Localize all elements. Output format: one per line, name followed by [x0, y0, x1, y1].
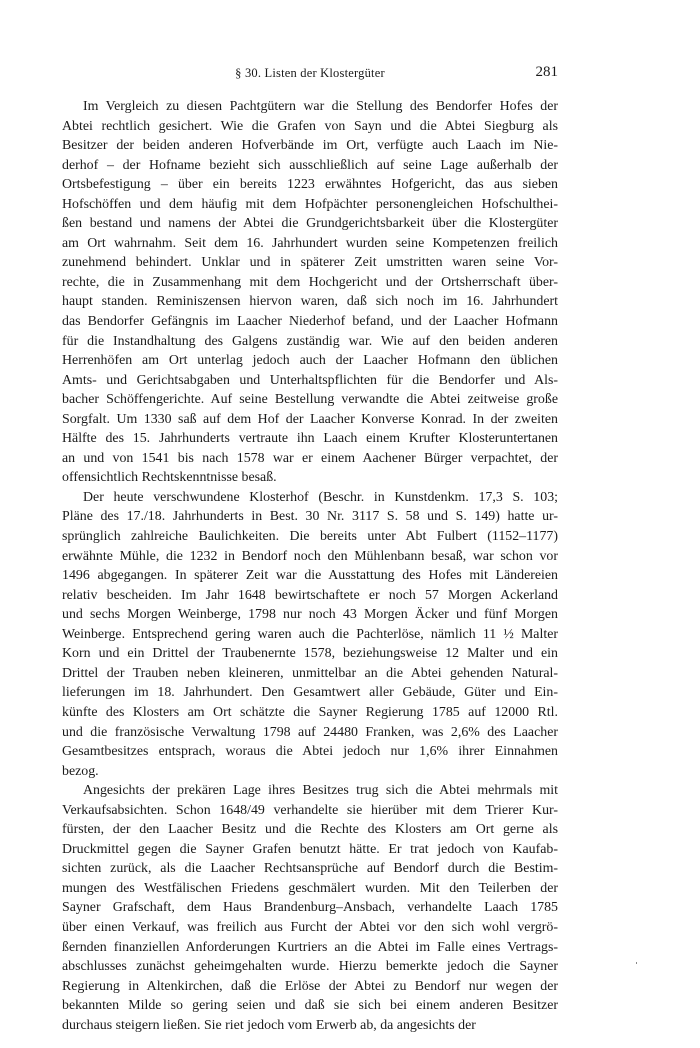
- page-number: 281: [535, 64, 558, 80]
- text-line: Sorgfalt. Um 1330 saß auf dem Hof der Laacher Konverse Konrad. In der zweiten: [62, 411, 558, 427]
- text-line: Sayner Grafschaft, dem Haus Brandenburg–Ansbach, verhandelte Laach 1785: [62, 900, 558, 916]
- text-line: mungen des Westfälischen Friedens geschmälert wurden. Mit den Teilerben der: [62, 880, 558, 896]
- text-line: künfte des Klosters am Ort schätzte die Sayner Regierung 1785 auf 12000 Rtl.: [62, 704, 558, 720]
- text-line: Verkaufsabsichten. Schon 1648/49 verhandelte sie hierüber mit dem Trierer Kur-: [62, 802, 558, 818]
- text-line: sichten zurück, als die Laacher Rechtsansprüche auf Bendorf durch die Bestim-: [62, 861, 558, 877]
- text-line: relativ bescheiden. Im Jahr 1648 bewirtschaftete er noch 57 Morgen Ackerland: [62, 587, 558, 603]
- text-line: ßen bestand und namens der Abtei die Grundgerichtsbarkeit über die Klostergüter: [62, 216, 558, 232]
- text-line: Der heute verschwundene Klosterhof (Beschr. in Kunstdenkm. 17,3 S. 103;: [83, 489, 558, 505]
- text-line: fürsten, der den Laacher Besitz und die Rechte des Klosters am Ort gerne als: [62, 822, 558, 838]
- text-line: Abtei rechtlich gesichert. Wie die Grafen von Sayn und die Abtei Siegburg als: [62, 118, 558, 134]
- text-line: derhof – der Hofname bezieht sich ausschließlich auf seine Lage außerhalb der: [62, 157, 558, 173]
- text-line: Besitzer der beiden anderen Hofverbände im Ort, verfügte auch Laach im Nie-: [62, 138, 558, 154]
- scan-margin-mark: [636, 962, 637, 964]
- paragraph: [62, 97, 558, 488]
- text-line: Ortsbefestigung – über ein bereits 1223 erwähntes Hofgericht, das aus sieben: [62, 177, 558, 193]
- text-line: Amts- und Gerichtsabgaben und Unterhaltspflichten für die Bendorfer und Als-: [62, 372, 558, 388]
- text-line: bezog.: [62, 763, 99, 779]
- text-line: bekannten Milde so gering seien und daß sie sich bei einem anderen Besitzer: [62, 998, 558, 1014]
- text-line: Regierung in Altenkirchen, daß die Erlöse der Abtei zu Bendorf nur wegen der: [62, 978, 558, 994]
- body-text: [62, 97, 558, 1035]
- section-heading: § 30. Listen der Klostergüter: [235, 66, 385, 80]
- text-line: lieferungen im 18. Jahrhundert. Den Gesamtwert aller Gebäude, Güter und Ein-: [62, 685, 558, 701]
- text-line: das Bendorfer Gefängnis im Laacher Niederhof befand, und der Laacher Hofmann: [62, 314, 558, 330]
- text-line: Weinberge. Entsprechend gering waren auch die Pachterlöse, nämlich 11 ½ Malter: [62, 626, 558, 642]
- text-line: bacher Schöffengerichte. Auf seine Bestellung verwandte die Abtei zeitweise große: [62, 392, 558, 408]
- text-line: für die Instandhaltung des Galgens zuständig war. Wie auf den beiden anderen: [62, 333, 558, 349]
- paragraph: [62, 488, 558, 781]
- text-line: und die französische Verwaltung 1798 auf 24480 Franken, was 2,6% des Laacher: [62, 724, 558, 740]
- text-line: 1496 abgegangen. In späterer Zeit war die Ausstattung des Hofes mit Ländereien: [62, 568, 558, 584]
- paragraph: [62, 781, 558, 1035]
- text-line: Drittel der Trauben neben kleineren, unmittelbar an die Abtei gehenden Natural-: [62, 665, 558, 681]
- running-head: [62, 64, 558, 84]
- text-line: abschlusses zunächst geheimgehalten wurde. Hierzu bemerkte jedoch die Sayner: [62, 959, 558, 975]
- text-line: Angesichts der prekären Lage ihres Besitzes trug sich die Abtei mehrmals mit: [83, 783, 558, 799]
- text-line: Gesamtbesitzes entsprach, woraus die Abtei jedoch nur 1,6% ihrer Einnahmen: [62, 744, 558, 760]
- text-line: über einen Verkauf, was freilich aus Furcht der Abtei vor den sich wohl vergrö-: [62, 919, 558, 935]
- text-line: zunehmend behindert. Unklar und in späterer Zeit umstritten waren seine Vor-: [62, 255, 558, 271]
- text-line: Im Vergleich zu diesen Pachtgütern war die Stellung des Bendorfer Hofes der: [83, 99, 558, 114]
- text-line: Hälfte des 15. Jahrhunderts vertraute ihn Laach einem Krufter Klosteruntertanen: [62, 431, 558, 447]
- text-line: Herrenhöfen am Ort unterlag jedoch auch der Laacher Hofmann den üblichen: [62, 353, 558, 369]
- text-line: offensichtlich Rechtskenntnisse besaß.: [62, 470, 277, 486]
- text-line: Hofschöffen und dem häufig mit dem Hofpächter personengleichen Hofschulthei-: [62, 196, 558, 212]
- text-line: Korn und ein Drittel der Traubenernte 1578, beziehungsweise 12 Malter und ein: [62, 646, 558, 662]
- text-line: am Ort wahrnahm. Seit dem 16. Jahrhundert wurden seine Kompetenzen freilich: [62, 235, 558, 251]
- text-line: durchaus steigern ließen. Sie riet jedoch vom Erwerb ab, da angesichts der: [62, 1017, 476, 1033]
- text-line: an und von 1541 bis nach 1578 war er einem Aachener Bürger verpachtet, der: [62, 450, 558, 466]
- text-line: haupt standen. Reminiszensen hiervon waren, daß sich noch im 16. Jahrhundert: [62, 294, 558, 310]
- text-line: ßernden finanziellen Anforderungen Kurtriers an die Abtei im Falle eines Vertrags-: [62, 939, 558, 955]
- text-line: Druckmittel gegen die Sayner Grafen benutzt hätte. Er trat jedoch von Kaufab-: [62, 841, 558, 857]
- text-line: und sechs Morgen Weinberge, 1798 nur noch 43 Morgen Äcker und fünf Morgen: [62, 607, 558, 623]
- text-line: erwähnte Mühle, die 1232 in Bendorf noch den Mühlenbann besaß, war schon vor: [62, 548, 558, 564]
- text-line: rechte, die in Zusammenhang mit dem Hochgericht und der Ortsherrschaft über-: [62, 274, 558, 290]
- text-line: sprünglich zahlreiche Baulichkeiten. Die bereits unter Abt Fulbert (1152–1177): [62, 529, 558, 545]
- text-line: Pläne des 17./18. Jahrhunderts in Best. 30 Nr. 3117 S. 58 und S. 149) hatte ur-: [62, 509, 558, 525]
